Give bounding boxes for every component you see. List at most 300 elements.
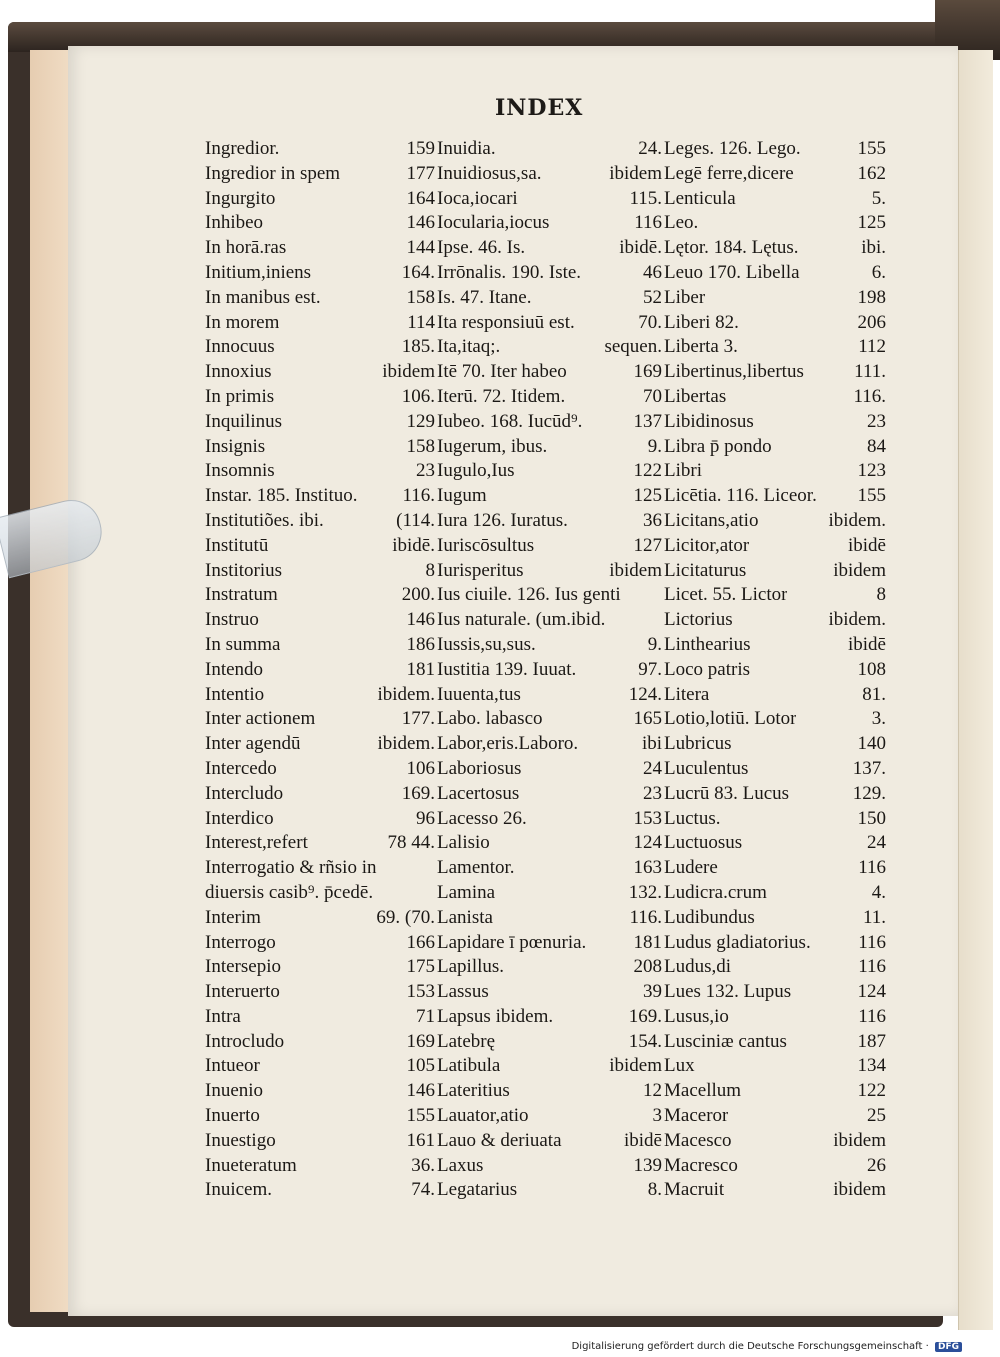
index-entry	[664, 608, 886, 633]
index-entry	[205, 1129, 435, 1154]
index-entry	[664, 1129, 886, 1154]
index-entry	[437, 1030, 662, 1055]
index-entry	[205, 1005, 435, 1030]
index-term: Lacertosus	[437, 782, 520, 804]
index-entry	[437, 459, 662, 484]
index-entry	[205, 831, 435, 856]
index-page-ref: 124.	[628, 683, 662, 705]
page-title: INDEX	[495, 95, 584, 121]
index-page-ref: 8.	[647, 1179, 662, 1201]
index-page-ref: ibidem	[609, 1055, 662, 1077]
index-page-ref: ibidē	[848, 534, 886, 556]
index-term: Labor,eris.Laboro.	[437, 733, 579, 755]
index-term: Lauator,atio	[437, 1105, 529, 1127]
index-term: Macresco	[664, 1154, 738, 1176]
index-term: Institutū	[205, 534, 269, 556]
index-entry	[664, 236, 886, 261]
index-page-ref: 36	[643, 509, 662, 531]
index-page-ref	[658, 608, 662, 633]
index-entry	[664, 807, 886, 832]
index-entry	[664, 707, 886, 732]
index-page-ref: 129	[406, 410, 435, 432]
index-term: Ingredior.	[205, 138, 280, 159]
index-term: Legatarius	[437, 1179, 518, 1201]
index-term: Libidinosus	[664, 410, 754, 432]
index-entry	[664, 335, 886, 360]
index-entry	[205, 955, 435, 980]
index-page-ref: ibidem	[833, 559, 886, 581]
index-term: Initium,iniens	[205, 261, 312, 283]
index-page-ref: ibidem	[609, 559, 662, 581]
index-page-ref: 163	[633, 857, 662, 879]
index-term: Lateritius	[437, 1080, 510, 1102]
index-term: In manibus est.	[205, 286, 321, 308]
index-term: Lictorius	[664, 609, 733, 631]
index-entry	[205, 931, 435, 956]
index-entry	[437, 286, 662, 311]
index-entry	[205, 137, 435, 162]
index-page-ref: ibidem.	[377, 683, 435, 705]
index-page-ref: (114.	[396, 509, 435, 531]
index-entry	[437, 831, 662, 856]
index-page-ref: 124	[857, 981, 886, 1003]
index-entry	[437, 211, 662, 236]
index-term: Intendo	[205, 658, 264, 680]
index-page-ref: 69. (70.	[376, 906, 435, 928]
index-term: Lenticula	[664, 187, 736, 209]
index-term: Lauo & deriuata	[437, 1129, 562, 1151]
index-page-ref: 25	[867, 1105, 886, 1127]
index-page-ref: 97.	[638, 658, 662, 680]
index-term: Lalisio	[437, 832, 490, 854]
index-term: diuersis casib⁹. p̄cedē.	[205, 881, 374, 903]
index-entry	[664, 1030, 886, 1055]
index-page-ref: 116	[634, 212, 662, 234]
index-entry	[437, 807, 662, 832]
index-term: Insignis	[205, 435, 266, 457]
index-column-2	[437, 137, 662, 1203]
index-entry	[205, 707, 435, 732]
index-page-ref: 181	[633, 931, 662, 953]
index-page-ref: 9.	[647, 633, 662, 655]
index-term: Macellum	[664, 1080, 742, 1102]
index-term: In primis	[205, 385, 275, 407]
index-page-ref	[431, 881, 435, 906]
index-page-ref: 155	[857, 138, 886, 159]
index-term: Inquilinus	[205, 410, 283, 432]
index-term: Interdico	[205, 807, 274, 829]
index-term: Liberta 3.	[664, 336, 738, 358]
index-entry	[664, 484, 886, 509]
index-term: Iurisperitus	[437, 559, 524, 581]
index-page-ref: 116.	[402, 485, 435, 507]
index-term: Iocularia,iocus	[437, 212, 550, 234]
index-entry	[437, 782, 662, 807]
index-page-ref: 78 44.	[387, 832, 435, 854]
index-term: Libertinus,libertus	[664, 361, 804, 383]
index-page-ref: 146	[406, 609, 435, 631]
index-entry	[664, 261, 886, 286]
index-entry	[437, 732, 662, 757]
index-term: Litera	[664, 683, 710, 705]
index-page-ref: sequen.	[604, 336, 662, 358]
index-term: Inuestigo	[205, 1129, 276, 1151]
index-term: Institorius	[205, 559, 283, 581]
index-entry	[437, 856, 662, 881]
index-entry	[437, 583, 662, 608]
index-page-ref: 23	[643, 782, 662, 804]
index-term: Ludicra.crum	[664, 881, 767, 903]
index-page-ref: 24.	[638, 138, 662, 159]
index-page-ref: ibidē	[624, 1129, 662, 1151]
index-term: Innocuus	[205, 336, 275, 358]
index-entry	[437, 931, 662, 956]
index-term: Linthearius	[664, 633, 751, 655]
index-term: Itē 70. Iter habeo	[437, 361, 567, 383]
index-term: Ius naturale. (um.ibid.	[437, 609, 606, 631]
index-page-ref: 111.	[854, 361, 886, 383]
index-entry	[437, 707, 662, 732]
index-entry	[437, 311, 662, 336]
index-entry	[205, 1054, 435, 1079]
index-term: Macruit	[664, 1179, 725, 1201]
index-page-ref: 8	[876, 584, 886, 606]
index-page-ref: 11.	[862, 906, 886, 928]
index-page-ref: 125	[857, 212, 886, 234]
index-page-ref: ibidem.	[828, 609, 886, 631]
index-page-ref: 52	[643, 286, 662, 308]
index-page-ref: 137	[633, 410, 662, 432]
index-entry	[205, 484, 435, 509]
index-page-ref: 81.	[862, 683, 886, 705]
index-term: Latebrę	[437, 1030, 496, 1052]
index-term: Irrōnalis. 190. Iste.	[437, 261, 582, 283]
index-entry	[205, 683, 435, 708]
index-page-ref: 187	[857, 1030, 886, 1052]
index-page-ref	[431, 856, 435, 881]
index-entry	[205, 459, 435, 484]
index-entry	[437, 261, 662, 286]
index-page-ref: 169.	[401, 782, 435, 804]
index-entry	[437, 1154, 662, 1179]
index-entry	[437, 1104, 662, 1129]
index-entry	[205, 782, 435, 807]
index-entry	[664, 410, 886, 435]
index-term: Intercludo	[205, 782, 284, 804]
index-entry	[664, 1005, 886, 1030]
index-column-3	[664, 137, 886, 1203]
index-page-ref: 74.	[411, 1179, 435, 1201]
index-page-ref: 3.	[871, 708, 886, 730]
index-page-ref: 106	[406, 757, 435, 779]
index-term: Licitaturus	[664, 559, 747, 581]
index-page-ref: 198	[857, 286, 886, 308]
index-page-ref: 23	[416, 460, 435, 482]
index-term: Lętor. 184. Lętus.	[664, 237, 799, 259]
index-page-ref: ibi	[641, 733, 662, 755]
index-entry	[664, 1104, 886, 1129]
index-page-ref: 96	[416, 807, 435, 829]
index-entry	[664, 732, 886, 757]
index-page-ref: 116	[858, 931, 886, 953]
index-term: Intra	[205, 1005, 241, 1027]
index-page-ref: 23	[867, 410, 886, 432]
index-term: Ita responsiuū est.	[437, 311, 575, 333]
index-term: Loco patris	[664, 658, 751, 680]
index-entry	[664, 311, 886, 336]
index-term: Licitor,ator	[664, 534, 750, 556]
index-entry	[437, 980, 662, 1005]
index-term: Leo.	[664, 212, 699, 234]
index-page-ref: ibidem.	[377, 733, 435, 755]
index-page-ref: 162	[857, 162, 886, 184]
index-term: Interrogatio & rñsio in	[205, 857, 377, 879]
index-entry	[205, 211, 435, 236]
index-term: Lassus	[437, 981, 489, 1003]
index-term: Licet. 55. Lictor	[664, 584, 788, 606]
index-page-ref: 114	[407, 311, 435, 333]
index-entry	[205, 187, 435, 212]
index-page-ref: 70.	[638, 311, 662, 333]
index-term: Lux	[664, 1055, 695, 1077]
index-entry	[205, 559, 435, 584]
index-term: Luctuosus	[664, 832, 743, 854]
index-page-ref: 127	[633, 534, 662, 556]
index-term: Iuuenta,tus	[437, 683, 521, 705]
index-entry	[205, 410, 435, 435]
index-entry	[664, 187, 886, 212]
index-term: Ludus,di	[664, 956, 732, 978]
index-column-1	[205, 137, 435, 1203]
index-page-ref: 165	[633, 708, 662, 730]
index-term: Inueteratum	[205, 1154, 297, 1176]
index-entry	[664, 955, 886, 980]
index-term: Iustitia 139. Iuuat.	[437, 658, 577, 680]
index-entry	[437, 1129, 662, 1154]
index-term: Lusciniæ cantus	[664, 1030, 787, 1052]
index-entry	[205, 658, 435, 683]
index-entry	[205, 1030, 435, 1055]
index-term: Lusus,io	[664, 1005, 729, 1027]
index-entry	[437, 187, 662, 212]
index-entry	[664, 658, 886, 683]
index-page-ref: 116.	[853, 385, 886, 407]
index-term: Ludibundus	[664, 906, 755, 928]
index-entry	[437, 955, 662, 980]
index-page-ref: 24	[643, 757, 662, 779]
index-entry	[437, 1079, 662, 1104]
index-term: Lubricus	[664, 733, 732, 755]
index-page-ref: 208	[633, 956, 662, 978]
index-term: Lues 132. Lupus	[664, 981, 792, 1003]
index-entry	[205, 335, 435, 360]
index-term: Lapsus ibidem.	[437, 1005, 554, 1027]
index-entry	[205, 757, 435, 782]
index-page-ref: 112	[858, 336, 886, 358]
index-entry	[437, 360, 662, 385]
index-entry	[664, 137, 886, 162]
index-page-ref: 140	[857, 733, 886, 755]
index-entry	[664, 856, 886, 881]
index-entry	[664, 1079, 886, 1104]
index-page-ref: 71	[416, 1005, 435, 1027]
index-page-ref: 137.	[852, 757, 886, 779]
index-entry	[437, 757, 662, 782]
index-entry	[205, 732, 435, 757]
index-page-ref: 185.	[401, 336, 435, 358]
index-term: Inhibeo	[205, 212, 264, 234]
index-term: Is. 47. Itane.	[437, 286, 532, 308]
index-page-ref: 175	[406, 956, 435, 978]
index-term: Interim	[205, 906, 261, 928]
index-term: Liber	[664, 286, 706, 308]
index-page-ref: 146	[406, 212, 435, 234]
index-page-ref: ibidem	[382, 361, 435, 383]
index-entry	[664, 459, 886, 484]
index-term: Lapidare ī pœnuria.	[437, 931, 587, 953]
index-term: Iugulo,Ius	[437, 460, 515, 482]
index-page-ref: 132.	[628, 881, 662, 903]
index-page-ref: 12	[643, 1080, 662, 1102]
index-term: Institutiões. ibi.	[205, 509, 324, 531]
index-page-ref: 144	[406, 237, 435, 259]
index-term: Maceror	[664, 1105, 729, 1127]
index-page-ref: ibidē.	[392, 534, 435, 556]
index-entry	[205, 1178, 435, 1203]
index-term: Iterū. 72. Itidem.	[437, 385, 566, 407]
index-entry	[437, 1054, 662, 1079]
index-entry	[205, 534, 435, 559]
index-entry	[205, 236, 435, 261]
index-entry	[437, 484, 662, 509]
index-entry	[664, 757, 886, 782]
index-page-ref: 122	[633, 460, 662, 482]
index-page-ref: 153	[406, 981, 435, 1003]
footer-text: Digitalisierung gefördert durch die Deutsche Forschungsgemeinschaft	[571, 1341, 923, 1352]
index-entry	[437, 534, 662, 559]
index-term: Ioca,iocari	[437, 187, 518, 209]
index-page-ref: 122	[857, 1080, 886, 1102]
index-page-ref	[658, 583, 662, 608]
index-term: Libri	[664, 460, 702, 482]
index-term: In morem	[205, 311, 280, 333]
index-term: Latibula	[437, 1055, 501, 1077]
index-page-ref: 161	[406, 1129, 435, 1151]
index-term: Ingurgito	[205, 187, 276, 209]
index-page-ref: 134	[857, 1055, 886, 1077]
index-term: Inter actionem	[205, 708, 316, 730]
index-term: Libra p̄ pondo	[664, 435, 772, 457]
index-entry	[664, 286, 886, 311]
footer-credit: Digitalisierung gefördert durch die Deutsche Forschungsgemeinschaft · DFG	[572, 1341, 962, 1352]
index-page-ref: 9.	[647, 435, 662, 457]
index-entry	[437, 1005, 662, 1030]
index-page-ref: 116	[858, 857, 886, 879]
index-term: Intercedo	[205, 757, 277, 779]
index-page-ref: 177.	[401, 708, 435, 730]
index-entry	[664, 162, 886, 187]
index-term: Lamentor.	[437, 857, 515, 879]
index-entry	[205, 360, 435, 385]
index-page-ref: 24	[867, 832, 886, 854]
index-term: Interrogo	[205, 931, 276, 953]
index-term: Instar. 185. Instituo.	[205, 485, 358, 507]
index-term: Libertas	[664, 385, 727, 407]
index-term: Iura 126. Iuratus.	[437, 509, 568, 531]
index-term: Iussis,su,sus.	[437, 633, 536, 655]
index-term: Intersepio	[205, 956, 281, 978]
index-page-ref: 139	[633, 1154, 662, 1176]
index-page-ref: 124	[633, 832, 662, 854]
index-page-ref: 177	[406, 162, 435, 184]
index-entry	[664, 881, 886, 906]
index-page-ref: 146	[406, 1080, 435, 1102]
index-term: Iugerum, ibus.	[437, 435, 548, 457]
index-entry	[205, 881, 435, 906]
index-page-ref: 105	[406, 1055, 435, 1077]
index-page-ref: 186	[406, 633, 435, 655]
index-page-ref: ibidem.	[828, 509, 886, 531]
index-page-ref: 158	[406, 286, 435, 308]
index-entry	[437, 683, 662, 708]
index-term: Instratum	[205, 584, 278, 606]
index-term: Licētia. 116. Liceor.	[664, 485, 817, 507]
index-entry	[664, 831, 886, 856]
index-term: Inuenio	[205, 1080, 264, 1102]
index-term: Inter agendū	[205, 733, 301, 755]
index-term: Luculentus	[664, 757, 749, 779]
index-entry	[437, 435, 662, 460]
index-term: In summa	[205, 633, 281, 655]
index-page-ref: 5.	[871, 187, 886, 209]
index-entry	[664, 683, 886, 708]
index-term: Iuriscōsultus	[437, 534, 535, 556]
index-page-ref: 123	[857, 460, 886, 482]
index-term: Inuidiosus,sa.	[437, 162, 542, 184]
right-page-edges	[958, 50, 993, 1330]
dfg-logo: DFG	[935, 1342, 962, 1352]
index-entry	[205, 980, 435, 1005]
index-entry	[205, 906, 435, 931]
index-entry	[205, 633, 435, 658]
index-entry	[205, 1154, 435, 1179]
index-page-ref: 169.	[628, 1005, 662, 1027]
index-entry	[664, 583, 886, 608]
index-entry	[664, 509, 886, 534]
index-entry	[437, 236, 662, 261]
index-term: Iubeo. 168. Iucūd⁹.	[437, 410, 583, 432]
index-entry	[664, 385, 886, 410]
index-entry	[205, 509, 435, 534]
index-page-ref: ibi.	[861, 237, 886, 259]
index-term: Laboriosus	[437, 757, 522, 779]
index-term: Lanista	[437, 906, 493, 928]
index-entry	[205, 162, 435, 187]
index-page-ref: 155	[857, 485, 886, 507]
index-term: Laxus	[437, 1154, 484, 1176]
index-term: Iugum	[437, 485, 487, 507]
index-page-ref: 39	[643, 981, 662, 1003]
index-page-ref: 129.	[852, 782, 886, 804]
index-term: Ita,itaq;.	[437, 336, 501, 358]
index-term: Leges. 126. Lego.	[664, 138, 801, 159]
index-entry	[437, 633, 662, 658]
index-entry	[205, 385, 435, 410]
index-entry	[205, 807, 435, 832]
index-term: Lotio,lotiū. Lotor	[664, 708, 797, 730]
index-page-ref: ibidē	[848, 633, 886, 655]
index-term: Inuidia.	[437, 138, 496, 159]
